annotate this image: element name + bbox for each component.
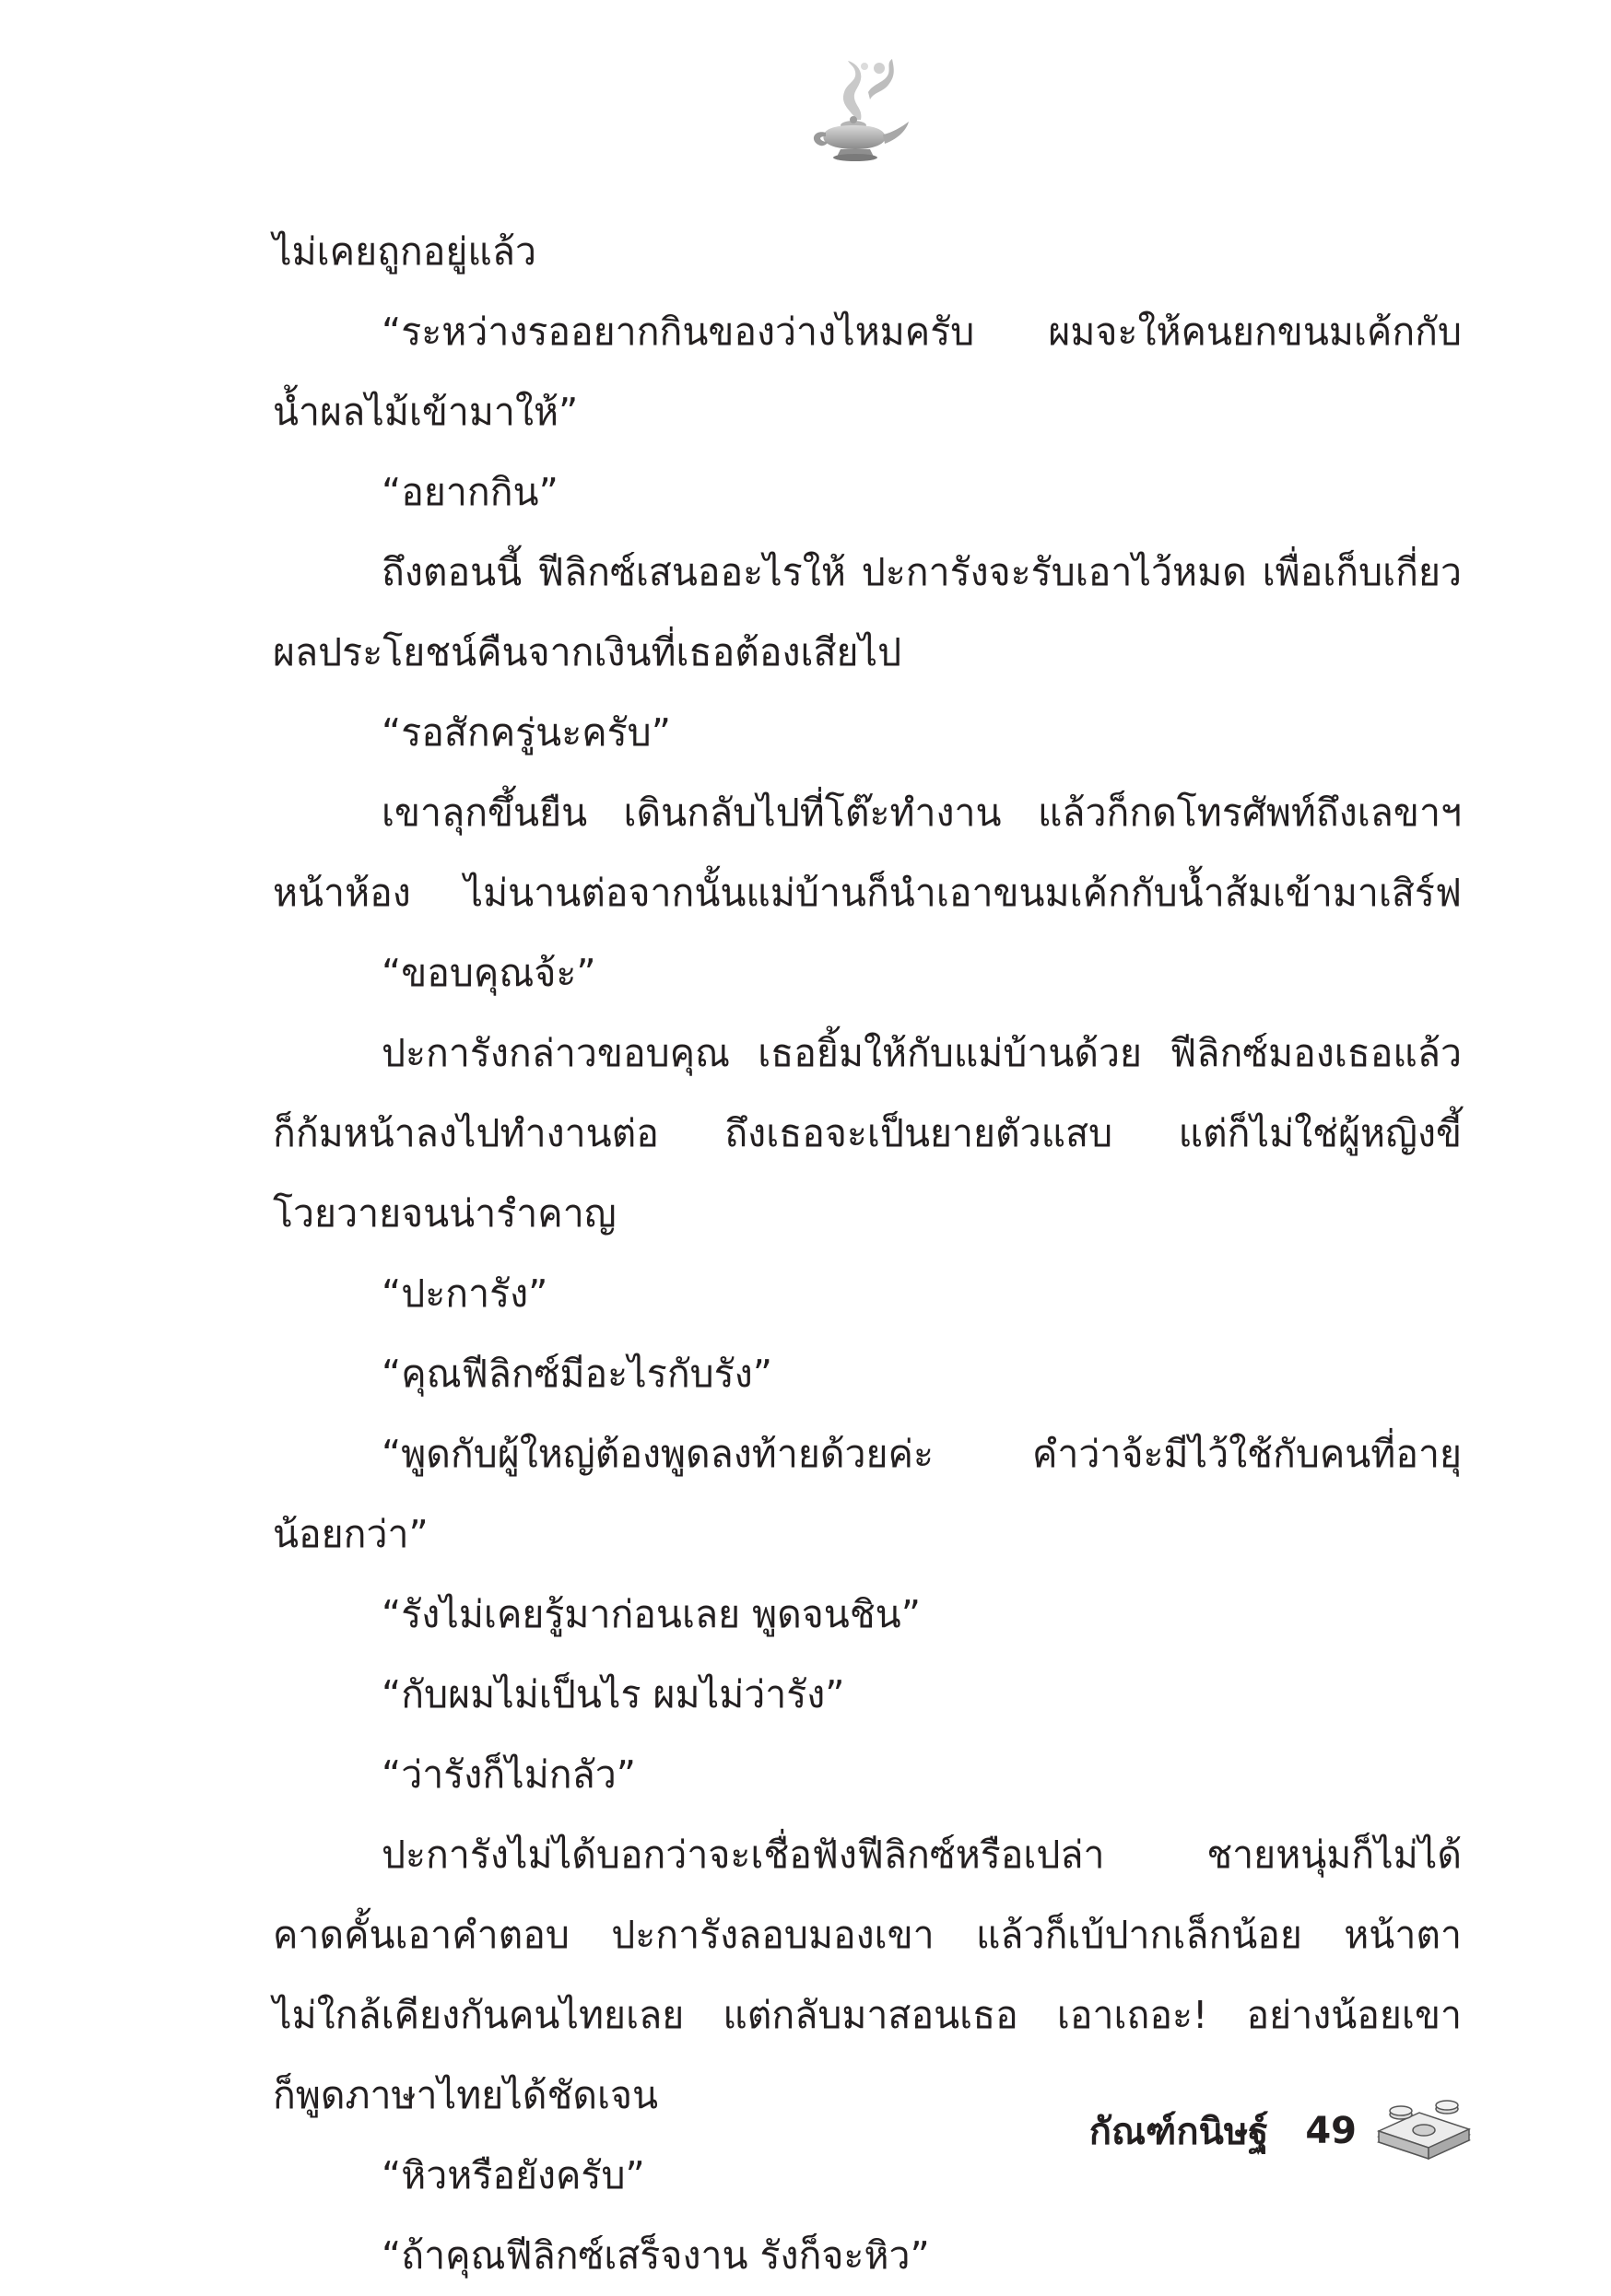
text-line: “ว่ารังก็ไม่กลัว” (382, 1752, 637, 1797)
text-line: “ขอบคุณจ้ะ” (382, 951, 596, 995)
text-line: ไม่เคยถูกอยู่แล้ว (273, 229, 536, 274)
text-line: “พูดกับผู้ใหญ่ต้องพูดลงท้ายด้วยค่ะ คำว่าจ้ะมีไว้ใช้กับคนที่อายุ (382, 1432, 1462, 1476)
text-line: “หิวหรือยังครับ” (382, 2153, 645, 2197)
genie-lamp-icon (804, 55, 914, 164)
text-line: คาดคั้นเอาคำตอบ ปะการังลอบมองเขา แล้วก็เบ้ปากเล็กน้อย หน้าตา (273, 1913, 1462, 1957)
text-line: “อยากกิน” (382, 470, 559, 514)
body-text (273, 212, 1462, 2296)
text-line: “คุณฟีลิกซ์มีอะไรกับรัง” (382, 1352, 772, 1396)
text-line: ก็ก้มหน้าลงไปทำงานต่อ ถึงเธอจะเป็นยายตัวแสบ แต่ก็ไม่ใช่ผู้หญิงขี้ (273, 1111, 1462, 1155)
text-line: ถึงตอนนี้ ฟีลิกซ์เสนออะไรให้ ปะการังจะรับเอาไว้หมด เพื่อเก็บเกี่ยว (382, 550, 1462, 594)
text-line: หน้าห้อง ไม่นานต่อจากนั้นแม่บ้านก็นำเอาขนมเค้กกับน้ำส้มเข้ามาเสิร์ฟ (273, 871, 1462, 915)
text-line: “ถ้าคุณฟีลิกซ์เสร็จงาน รังก็จะหิว” (382, 2233, 930, 2278)
page-number: 49 (1305, 2110, 1357, 2152)
text-line: “กับผมไม่เป็นไร ผมไม่ว่ารัง” (382, 1672, 845, 1716)
text-line: ปะการังไม่ได้บอกว่าจะเชื่อฟังฟีลิกซ์หรือเปล่า ชายหนุ่มก็ไม่ได้ (382, 1833, 1462, 1877)
text-line: น้ำผลไม้เข้ามาให้” (273, 390, 579, 434)
text-line: “รอสักครู่นะครับ” (382, 710, 671, 755)
text-line: ก็พูดภาษาไทยได้ชัดเจน (273, 2073, 659, 2117)
text-line: ปะการังกล่าวขอบคุณ เธอยิ้มให้กับแม่บ้านด้วย ฟีลิกซ์มองเธอแล้ว (382, 1031, 1462, 1075)
text-line: “รังไม่เคยรู้มาก่อนเลย พูดจนชิน” (382, 1592, 921, 1636)
money-stack-icon (1373, 2096, 1475, 2166)
text-line: น้อยกว่า” (273, 1512, 429, 1556)
author-name: กัณฑ์กนิษฐ์ (1088, 2111, 1269, 2153)
text-line: เขาลุกขึ้นยืน เดินกลับไปที่โต๊ะทำงาน แล้วก็กดโทรศัพท์ถึงเลขาฯ (382, 791, 1462, 835)
text-line: โวยวายจนน่ารำคาญ (273, 1191, 617, 1236)
text-line: “ระหว่างรออยากกินของว่างไหมครับ ผมจะให้คนยกขนมเค้กกับ (382, 310, 1462, 354)
text-line: ไม่ใกล้เคียงกันคนไทยเลย แต่กลับมาสอนเธอ เอาเถอะ! อย่างน้อยเขา (273, 1993, 1462, 2037)
text-line: ผลประโยชน์คืนจากเงินที่เธอต้องเสียไป (273, 630, 902, 674)
text-line: “ปะการัง” (382, 1271, 548, 1316)
page-footer (1060, 2090, 1475, 2173)
